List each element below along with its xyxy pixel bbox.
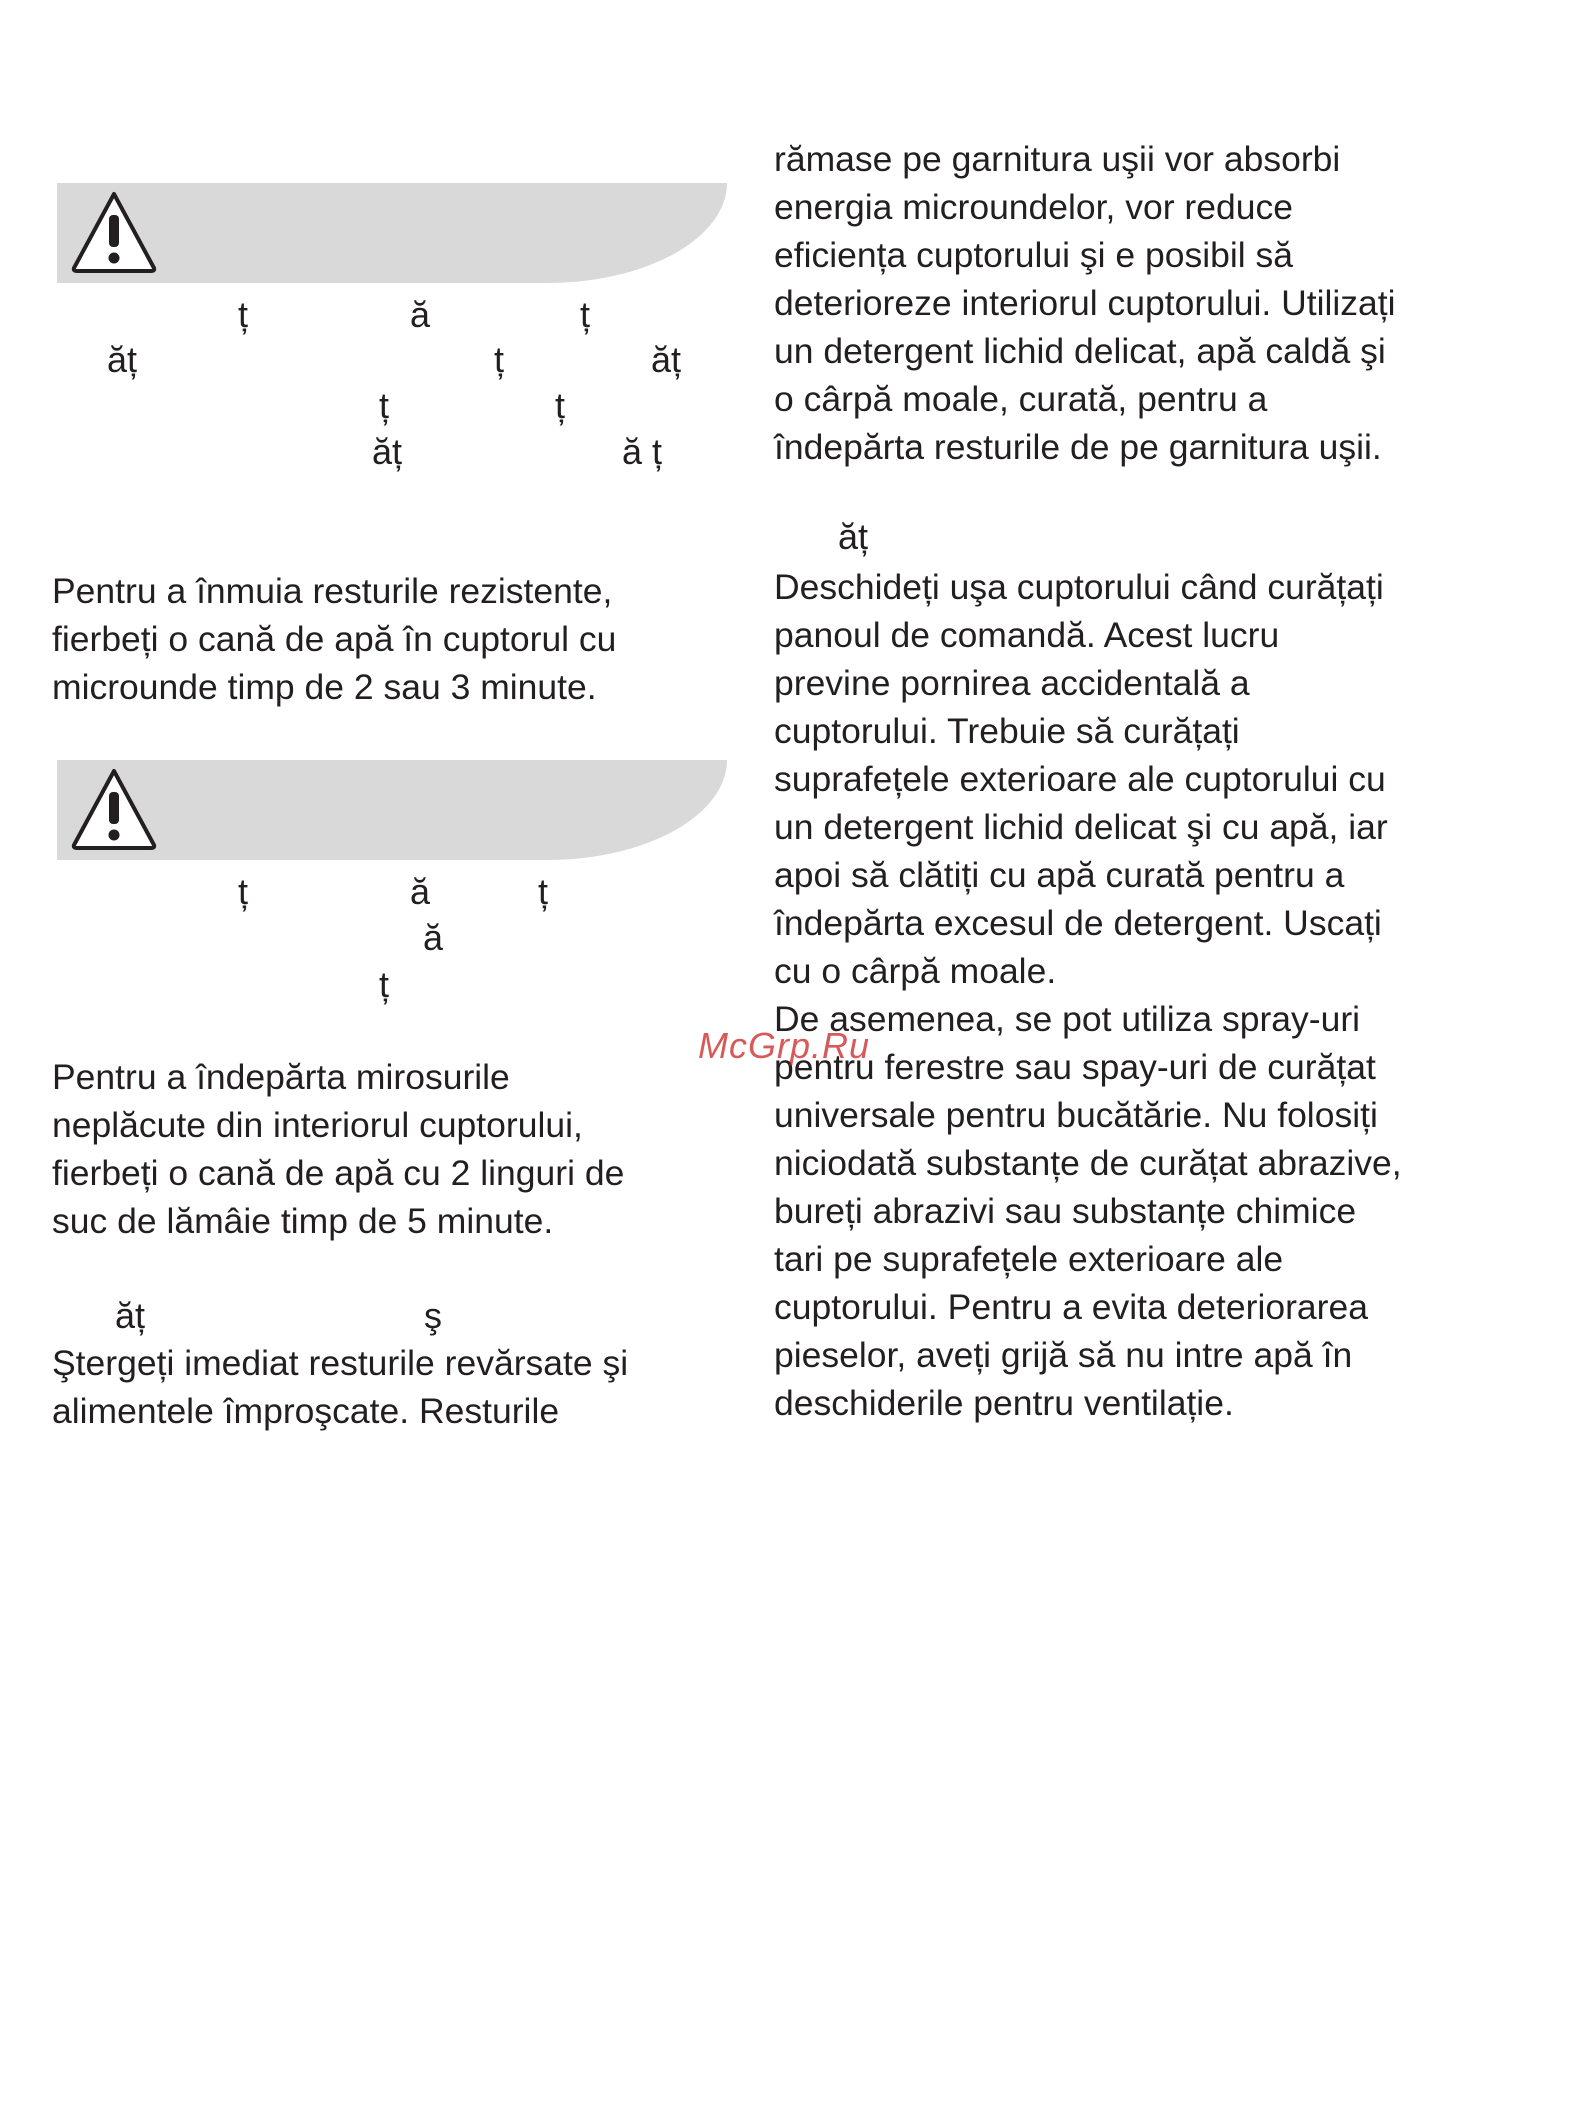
text-line: neplăcute din interiorul cuptorului, (52, 1105, 583, 1145)
text-line: bureți abrazivi sau substanțe chimice (774, 1191, 1357, 1231)
text-line: deschiderile pentru ventilație. (774, 1383, 1234, 1423)
text-line: energia microundelor, vor reduce (774, 187, 1293, 227)
watermark: McGrp.Ru (698, 1025, 871, 1066)
warning-1-fragment: ăț (107, 339, 138, 380)
text-line: Deschideți uşa cuptorului când curățați (774, 567, 1384, 607)
warning-1-fragment: ă ț (622, 431, 663, 472)
warning-1-fragment: ăț (651, 339, 682, 380)
text-line: alimentele împroşcate. Resturile (52, 1391, 560, 1431)
warning-triangle-icon (69, 189, 159, 275)
text-line: Ştergeți imediat resturile revărsate şi (52, 1343, 629, 1383)
text-line: suc de lămâie timp de 5 minute. (52, 1201, 554, 1241)
text-line: o cârpă moale, curată, pentru a (774, 379, 1268, 419)
warning-1-fragment: ț (379, 385, 390, 426)
text-line: cuptorului. Trebuie să curățați (774, 711, 1240, 751)
text-line: îndepărta excesul de detergent. Uscați (774, 903, 1382, 943)
text-line: universale pentru bucătărie. Nu folosiți (774, 1095, 1378, 1135)
text-line: Pentru a îndepărta mirosurile (52, 1057, 510, 1097)
warning-1-fragment: ăț (372, 431, 403, 472)
paragraph-wipe-spills (52, 1339, 628, 1435)
paragraph-door-seal (774, 135, 1396, 471)
heading-fragment: ăț (115, 1295, 146, 1336)
warning-triangle-icon (69, 766, 159, 852)
text-line: îndepărta resturile de pe garnitura uşii. (774, 427, 1382, 467)
text-line: pieselor, aveți grijă să nu intre apă în (774, 1335, 1353, 1375)
heading-exterior-cleaning: ăț (838, 516, 869, 557)
paragraph-exterior-cleaning (774, 563, 1402, 1427)
text-line: cuptorului. Pentru a evita deteriorarea (774, 1287, 1368, 1327)
warning-banner-1 (57, 183, 727, 283)
text-line: fierbeți o cană de apă cu 2 linguri de (52, 1153, 625, 1193)
warning-1-fragment: ă (410, 294, 431, 335)
heading-fragment: ş (424, 1295, 442, 1336)
text-line: eficiența cuptorului şi e posibil să (774, 235, 1293, 275)
paragraph-remove-odors (52, 1053, 624, 1245)
paragraph-soften-residue (52, 567, 616, 711)
warning-2-fragment: ț (379, 964, 390, 1005)
warning-1-fragment: ț (494, 339, 505, 380)
text-line: suprafețele exterioare ale cuptorului cu (774, 759, 1386, 799)
text-line: fierbeți o cană de apă în cuptorul cu (52, 619, 617, 659)
text-line: un detergent lichid delicat, apă caldă şi (774, 331, 1386, 371)
warning-1-fragment: ț (555, 385, 566, 426)
text-line: rămase pe garnitura uşii vor absorbi (774, 139, 1341, 179)
text-line: niciodată substanțe de curățat abrazive, (774, 1143, 1402, 1183)
text-line: previne pornirea accidentală a (774, 663, 1250, 703)
warning-1-fragment: ț (238, 294, 249, 335)
text-line: tari pe suprafețele exterioare ale (774, 1239, 1284, 1279)
text-line: microunde timp de 2 sau 3 minute. (52, 667, 597, 707)
warning-2-fragment: ț (538, 871, 549, 912)
warning-banner-2 (57, 760, 727, 860)
warning-2-fragment: ț (238, 871, 249, 912)
text-line: cu o cârpă moale. (774, 951, 1057, 991)
warning-1-fragment: ț (580, 294, 591, 335)
text-line: deterioreze interiorul cuptorului. Utilizați (774, 283, 1396, 323)
text-line: Pentru a înmuia resturile rezistente, (52, 571, 613, 611)
text-line: un detergent lichid delicat şi cu apă, iar (774, 807, 1388, 847)
text-line: panoul de comandă. Acest lucru (774, 615, 1280, 655)
text-line: pentru ferestre sau spay-uri de curățat (774, 1047, 1376, 1087)
text-line: De asemenea, se pot utiliza spray-uri (774, 999, 1361, 1039)
warning-2-fragment: ă (410, 871, 431, 912)
warning-2-fragment: ă (423, 917, 444, 958)
text-line: apoi să clătiți cu apă curată pentru a (774, 855, 1345, 895)
